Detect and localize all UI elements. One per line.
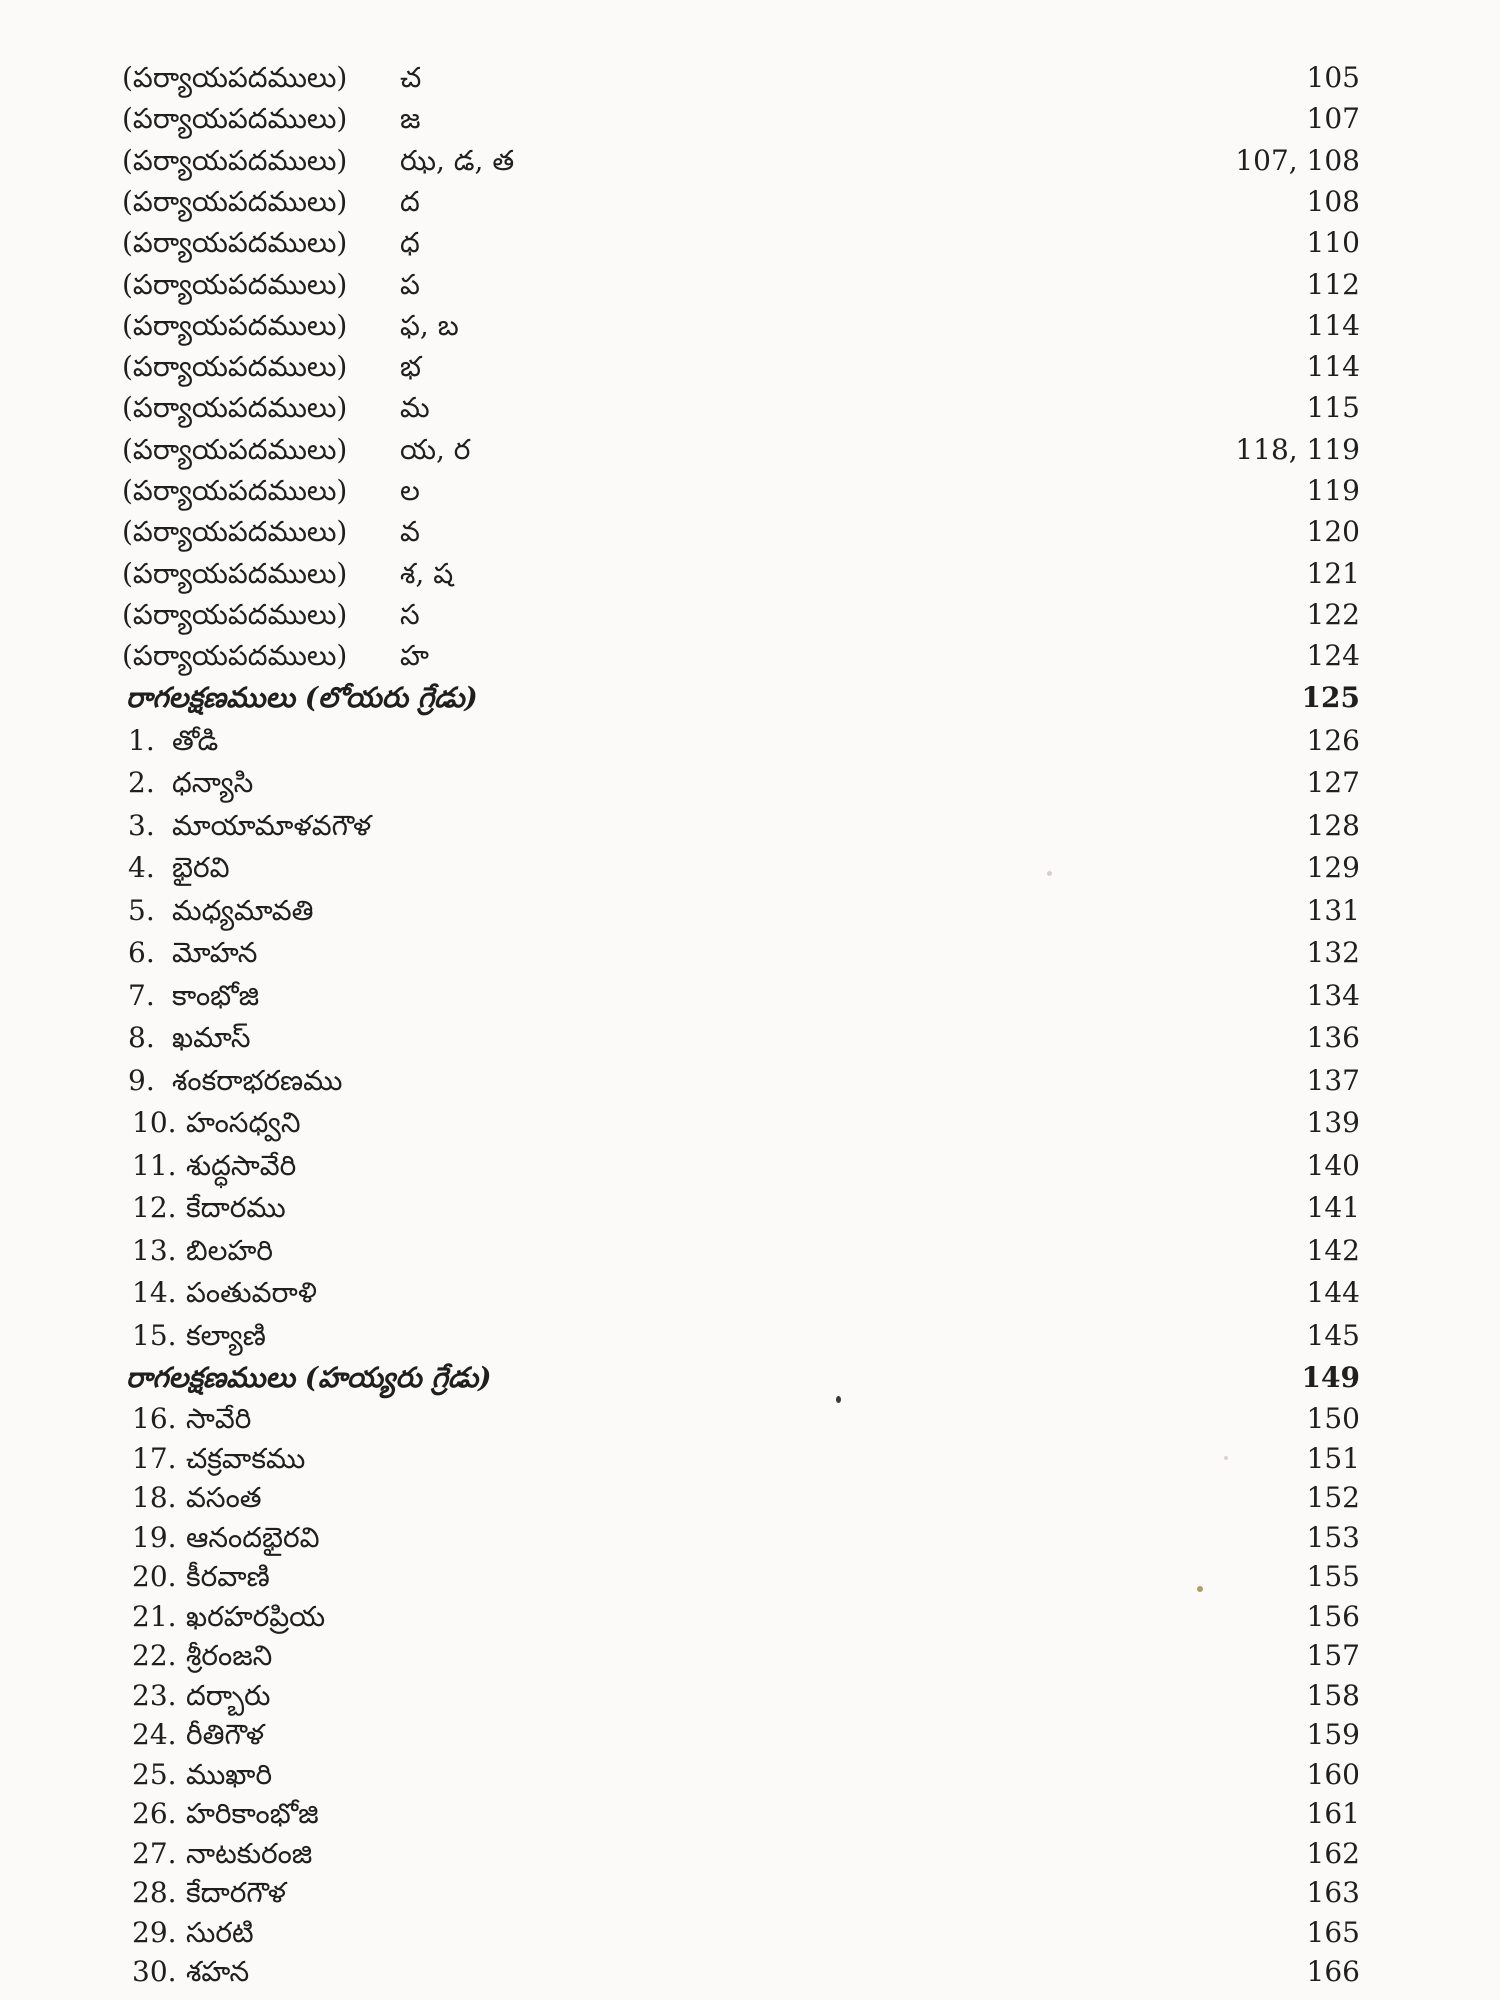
- entry-label: (పర్యాయపదములు): [122, 515, 348, 549]
- entry-page-number: 118, 119: [1235, 432, 1360, 466]
- raga-entry: [0, 763, 1500, 803]
- raga-number: 3.: [128, 808, 155, 842]
- section-heading: [0, 678, 1500, 718]
- entry-letters: య, ర: [400, 432, 471, 466]
- entry-page-number: 105: [1306, 61, 1360, 94]
- raga-number: 7.: [128, 978, 155, 1012]
- raga-number: 15.: [132, 1318, 177, 1352]
- raga-page-number: 163: [1306, 1876, 1360, 1909]
- raga-number: 29.: [132, 1915, 177, 1949]
- raga-number: 6.: [128, 936, 155, 969]
- entry-page-number: 114: [1306, 350, 1360, 384]
- entry-label: (పర్యాయపదములు): [122, 350, 348, 384]
- entry-letters: వ: [400, 515, 420, 549]
- raga-name: కేదారము: [186, 1191, 286, 1224]
- toc-entry-synonyms: [0, 430, 1500, 470]
- toc-entry-synonyms: [0, 265, 1500, 305]
- raga-entry: [0, 1834, 1500, 1874]
- raga-page-number: 132: [1306, 936, 1360, 969]
- raga-name: సావేరి: [186, 1402, 252, 1435]
- raga-entry: [0, 1018, 1500, 1058]
- raga-entry: [0, 1518, 1500, 1558]
- raga-number: 19.: [132, 1520, 177, 1554]
- raga-number: 2.: [128, 766, 155, 799]
- raga-name: మోహన: [172, 936, 258, 969]
- raga-entry: [0, 933, 1500, 973]
- raga-page-number: 162: [1306, 1836, 1360, 1870]
- entry-label: (పర్యాయపదములు): [122, 143, 348, 177]
- toc-entry-synonyms: [0, 595, 1500, 635]
- raga-entry: [0, 976, 1500, 1016]
- entry-letters: మ: [400, 391, 430, 425]
- raga-page-number: 152: [1306, 1481, 1360, 1514]
- toc-entry-synonyms: [0, 223, 1500, 263]
- raga-name: హరికాంభోజి: [186, 1797, 319, 1830]
- raga-number: 27.: [132, 1836, 177, 1870]
- raga-page-number: 151: [1306, 1441, 1360, 1475]
- raga-name: శుద్ధసావేరి: [186, 1148, 297, 1182]
- entry-letters: ప: [400, 267, 420, 301]
- raga-page-number: 157: [1306, 1639, 1360, 1672]
- raga-page-number: 155: [1306, 1560, 1360, 1593]
- raga-name: భైరవి: [172, 851, 230, 884]
- entry-page-number: 124: [1306, 639, 1360, 673]
- raga-page-number: 165: [1306, 1915, 1360, 1949]
- entry-label: (పర్యాయపదములు): [122, 184, 348, 218]
- entry-page-number: 120: [1306, 515, 1360, 549]
- entry-label: (పర్యాయపదములు): [122, 639, 348, 673]
- raga-page-number: 142: [1306, 1233, 1360, 1267]
- raga-page-number: 145: [1306, 1318, 1360, 1352]
- raga-number: 22.: [132, 1639, 177, 1672]
- raga-name: ఆనందభైరవి: [186, 1520, 320, 1554]
- raga-name: మధ్యమావతి: [172, 893, 314, 927]
- entry-letters: శ, ష: [400, 556, 454, 590]
- raga-number: 24.: [132, 1718, 177, 1751]
- raga-entry: [0, 848, 1500, 888]
- raga-page-number: 160: [1306, 1757, 1360, 1791]
- raga-entry: [0, 1755, 1500, 1795]
- speck: [1224, 1456, 1228, 1460]
- entry-page-number: 108: [1306, 184, 1360, 218]
- raga-page-number: 139: [1306, 1106, 1360, 1139]
- raga-name: శ్రీరంజని: [186, 1639, 273, 1672]
- raga-name: నాటకురంజి: [186, 1836, 313, 1870]
- raga-name: ముఖారి: [186, 1757, 273, 1791]
- raga-entry: [0, 1715, 1500, 1755]
- entry-label: (పర్యాయపదములు): [122, 102, 348, 136]
- raga-entry: [0, 1794, 1500, 1834]
- raga-page-number: 134: [1306, 978, 1360, 1012]
- entry-letters: హ: [400, 639, 429, 673]
- raga-name: సురటి: [186, 1915, 254, 1949]
- entry-page-number: 112: [1306, 267, 1360, 301]
- raga-entry: [0, 1676, 1500, 1716]
- toc-entry-synonyms: [0, 58, 1500, 98]
- raga-page-number: 158: [1306, 1678, 1360, 1712]
- entry-page-number: 107: [1306, 102, 1360, 136]
- raga-name: ధన్యాసి: [172, 766, 254, 799]
- entry-letters: జ: [400, 102, 421, 136]
- raga-entry: [0, 1636, 1500, 1676]
- entry-label: (పర్యాయపదములు): [122, 267, 348, 301]
- raga-number: 26.: [132, 1797, 177, 1830]
- raga-number: 17.: [132, 1441, 177, 1475]
- raga-number: 20.: [132, 1560, 177, 1593]
- section-heading-text: రాగలక్షణములు (లోయరు గ్రేడు): [126, 680, 478, 714]
- raga-name: కేదారగౌళ: [186, 1876, 286, 1909]
- raga-name: మాయామాళవగౌళ: [172, 808, 372, 842]
- entry-label: (పర్యాయపదములు): [122, 474, 348, 507]
- raga-page-number: 128: [1306, 808, 1360, 842]
- raga-page-number: 144: [1306, 1276, 1360, 1309]
- raga-page-number: 166: [1306, 1955, 1360, 1988]
- raga-name: కాంభోజి: [172, 978, 260, 1012]
- raga-number: 5.: [128, 893, 155, 927]
- raga-entry: [0, 1439, 1500, 1479]
- raga-number: 21.: [132, 1599, 177, 1633]
- raga-name: హంసధ్వని: [186, 1106, 301, 1139]
- raga-name: కీరవాణి: [186, 1560, 270, 1593]
- raga-number: 18.: [132, 1481, 177, 1514]
- section-page-number: 149: [1301, 1361, 1360, 1394]
- raga-entry: [0, 1557, 1500, 1597]
- entry-label: (పర్యాయపదములు): [122, 61, 348, 94]
- raga-name: శహన: [186, 1955, 250, 1988]
- raga-name: వసంత: [186, 1481, 262, 1514]
- toc-entry-synonyms: [0, 347, 1500, 387]
- raga-entry: [0, 1478, 1500, 1518]
- raga-entry: [0, 1061, 1500, 1101]
- raga-number: 12.: [132, 1191, 177, 1224]
- entry-letters: భ: [400, 350, 422, 384]
- raga-number: 25.: [132, 1757, 177, 1791]
- toc-entry-synonyms: [0, 99, 1500, 139]
- speck: [1047, 871, 1052, 876]
- raga-entry: [0, 1597, 1500, 1637]
- raga-number: 28.: [132, 1876, 177, 1909]
- raga-page-number: 140: [1306, 1148, 1360, 1182]
- toc-entry-synonyms: [0, 512, 1500, 552]
- raga-entry: [0, 1952, 1500, 1992]
- entry-label: (పర్యాయపదములు): [122, 308, 348, 342]
- raga-number: 16.: [132, 1402, 177, 1435]
- raga-number: 8.: [128, 1021, 155, 1054]
- raga-entry: [0, 1146, 1500, 1186]
- toc-entry-synonyms: [0, 306, 1500, 346]
- entry-label: (పర్యాయపదములు): [122, 556, 348, 590]
- entry-page-number: 119: [1306, 474, 1360, 507]
- raga-entry: [0, 1188, 1500, 1228]
- entry-page-number: 114: [1306, 308, 1360, 342]
- raga-page-number: 137: [1306, 1063, 1360, 1097]
- raga-page-number: 159: [1306, 1718, 1360, 1751]
- raga-name: కల్యాణి: [186, 1318, 266, 1352]
- entry-letters: చ: [400, 61, 422, 94]
- raga-page-number: 129: [1306, 851, 1360, 884]
- toc-entry-synonyms: [0, 388, 1500, 428]
- raga-name: తోడి: [172, 723, 219, 757]
- raga-number: 30.: [132, 1955, 177, 1988]
- entry-page-number: 122: [1306, 597, 1360, 631]
- raga-entry: [0, 721, 1500, 761]
- toc-entry-synonyms: [0, 182, 1500, 222]
- section-heading-text: రాగలక్షణములు (హయ్యరు గ్రేడు): [126, 1361, 492, 1394]
- raga-name: బిలహరి: [186, 1233, 273, 1267]
- entry-page-number: 110: [1306, 226, 1360, 260]
- raga-number: 13.: [132, 1233, 177, 1267]
- entry-letters: ఫ, బ: [400, 308, 459, 342]
- section-page-number: 125: [1301, 680, 1360, 714]
- raga-number: 1.: [128, 723, 155, 757]
- entry-letters: ల: [400, 474, 420, 507]
- toc-entry-synonyms: [0, 554, 1500, 594]
- section-heading: [0, 1358, 1500, 1398]
- entry-letters: ద: [400, 184, 420, 218]
- raga-entry: [0, 1913, 1500, 1953]
- raga-page-number: 141: [1306, 1191, 1360, 1224]
- raga-entry: [0, 1273, 1500, 1313]
- speck: [836, 1396, 841, 1403]
- raga-page-number: 127: [1306, 766, 1360, 799]
- raga-number: 4.: [128, 851, 155, 884]
- raga-entry: [0, 1103, 1500, 1143]
- raga-entry: [0, 1399, 1500, 1439]
- raga-entry: [0, 1231, 1500, 1271]
- raga-number: 10.: [132, 1106, 177, 1139]
- raga-name: పంతువరాళి: [186, 1276, 317, 1309]
- entry-page-number: 121: [1306, 556, 1360, 590]
- raga-entry: [0, 806, 1500, 846]
- raga-name: దర్బారు: [186, 1678, 271, 1712]
- raga-page-number: 131: [1306, 893, 1360, 927]
- raga-number: 23.: [132, 1678, 177, 1712]
- raga-page-number: 126: [1306, 723, 1360, 757]
- raga-page-number: 150: [1306, 1402, 1360, 1435]
- raga-entry: [0, 1873, 1500, 1913]
- entry-label: (పర్యాయపదములు): [122, 226, 348, 260]
- entry-letters: స: [400, 597, 420, 631]
- raga-number: 9.: [128, 1063, 155, 1097]
- raga-name: చక్రవాకము: [186, 1441, 306, 1475]
- raga-name: ఖమాస్: [172, 1021, 251, 1054]
- toc-entry-synonyms: [0, 636, 1500, 676]
- entry-page-number: 115: [1306, 391, 1360, 425]
- raga-page-number: 161: [1306, 1797, 1360, 1830]
- entry-page-number: 107, 108: [1235, 143, 1360, 177]
- raga-entry: [0, 891, 1500, 931]
- raga-page-number: 136: [1306, 1021, 1360, 1054]
- entry-label: (పర్యాయపదములు): [122, 597, 348, 631]
- raga-entry: [0, 1316, 1500, 1356]
- entry-label: (పర్యాయపదములు): [122, 432, 348, 466]
- speck: [1197, 1586, 1203, 1592]
- entry-label: (పర్యాయపదములు): [122, 391, 348, 425]
- raga-name: శంకరాభరణము: [172, 1063, 343, 1097]
- entry-letters: ఝ, డ, త: [400, 143, 515, 177]
- raga-name: ఖరహరప్రియ: [186, 1599, 326, 1633]
- toc-entry-synonyms: [0, 141, 1500, 181]
- raga-number: 11.: [132, 1148, 177, 1182]
- raga-number: 14.: [132, 1276, 177, 1309]
- raga-name: రీతిగౌళ: [186, 1718, 265, 1751]
- raga-page-number: 153: [1306, 1520, 1360, 1554]
- raga-page-number: 156: [1306, 1599, 1360, 1633]
- toc-entry-synonyms: [0, 471, 1500, 511]
- entry-letters: ధ: [400, 226, 420, 260]
